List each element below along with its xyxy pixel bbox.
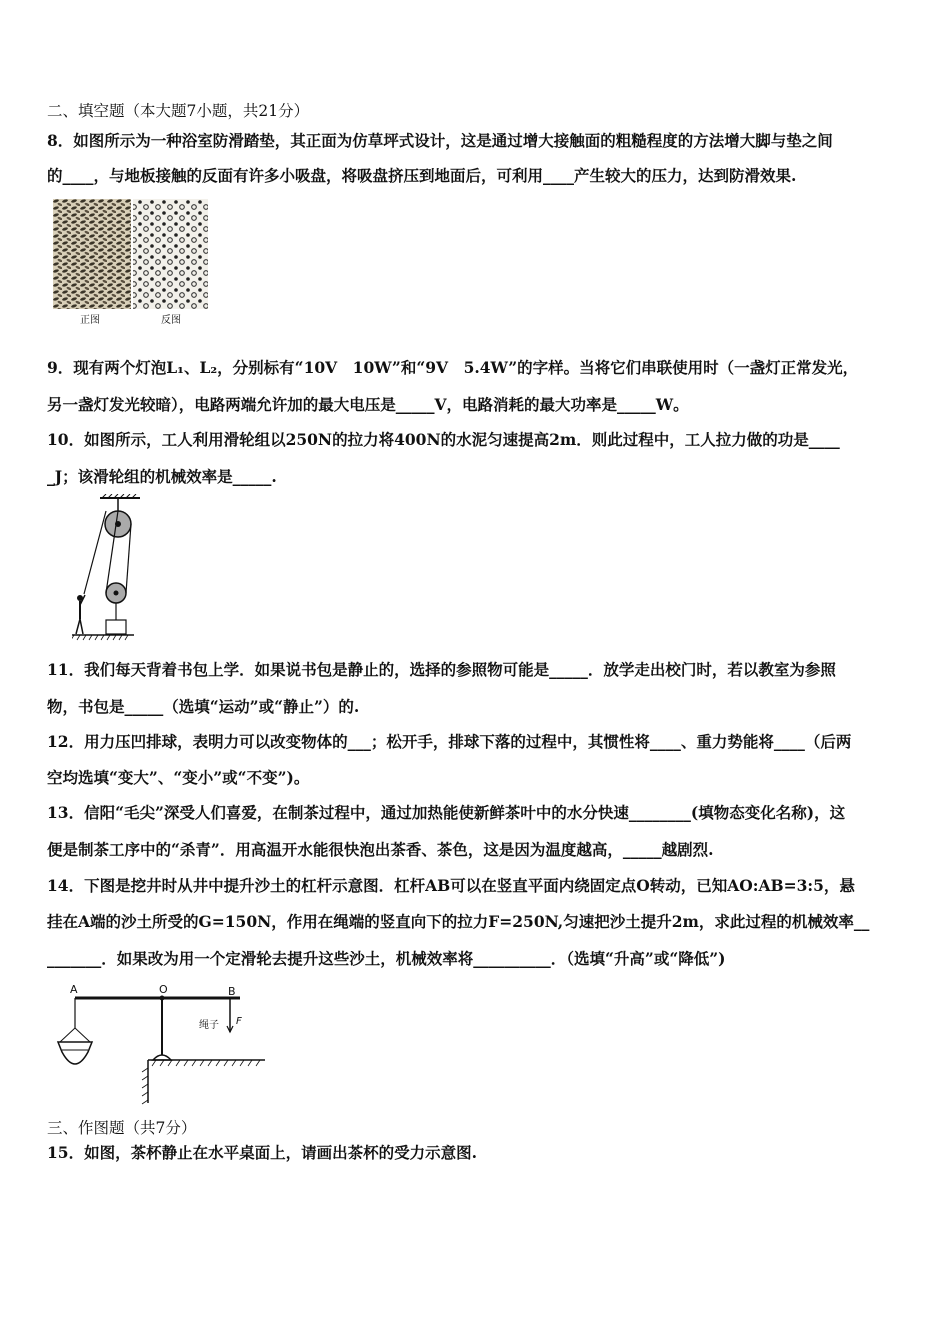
lever-label-a: A [70, 983, 78, 996]
q14-line-1: 14．下图是挖井时从井中提升沙土的杠杆示意图．杠杆AB可以在竖直平面内绕固定点O转动，已知AO:AB=3:5，悬 [47, 876, 855, 895]
pivot-point [160, 996, 165, 1001]
q10-line-2: _J；该滑轮组的机械效率是_____. [47, 467, 277, 486]
anti-slip-mat-figure [53, 199, 208, 309]
q14-line-3: _______．如果改为用一个定滑轮去提升这些沙土，机械效率将__________．（选填“升高”或“降低”) [47, 949, 726, 968]
figure-caption-front: 正图 [80, 315, 100, 326]
q11-line-2: 物，书包是_____（选填“运动”或“静止”）的. [47, 697, 360, 716]
q13-line-1: 13．信阳“毛尖”深受人们喜爱，在制茶过程中，通过加热能使新鲜茶叶中的水分快速________(填物态变化名称)，这 [47, 803, 846, 822]
mat-front-image [53, 199, 131, 309]
lever-label-b: B [228, 985, 236, 998]
q12-line-1: 12．用力压凹排球，表明力可以改变物体的___；松开手，排球下落的过程中，其惯性将____、重力势能将____（后两 [47, 732, 852, 751]
q9-line-2: 另一盏灯发光较暗），电路两端允许加的最大电压是_____V，电路消耗的最大功率是_____W。 [47, 395, 689, 414]
q12-line-2: 空均选填“变大”、“变小”或“不变”)。 [47, 768, 310, 787]
section-2-title: 二、填空题（本大题7小题，共21分） [47, 102, 310, 120]
figure-caption-back: 反图 [161, 315, 181, 326]
q9-line-1: 9．现有两个灯泡L₁、L₂，分别标有“10V 10W”和“9V 5.4W”的字样。当将它们串联使用时（一盏灯正常发光， [47, 358, 859, 377]
cement-bag [106, 620, 126, 634]
section-3-title: 三、作图题（共7分） [47, 1119, 197, 1137]
lever-label-rope: 绳子 [199, 1020, 219, 1031]
q8-line-2: 的____，与地板接触的反面有许多小吸盘，将吸盘挤压到地面后，可利用____产生较大的压力，达到防滑效果. [47, 166, 797, 185]
q8-line-1: 8．如图所示为一种浴室防滑踏垫，其正面为仿草坪式设计，这是通过增大接触面的粗糙程度的方法增大脚与垫之间 [47, 131, 833, 150]
mat-back-image [133, 199, 208, 309]
pulley-system-figure [72, 494, 162, 642]
lever-label-o: O [159, 983, 168, 996]
sand-bucket [58, 1042, 92, 1064]
q10-line-1: 10．如图所示，工人利用滑轮组以250N的拉力将400N的水泥匀速提高2m．则此过程中，工人拉力做的功是____ [47, 430, 840, 449]
q13-line-2: 便是制茶工序中的“杀青”．用高温开水能很快泡出茶香、茶色，这是因为温度越高，_____越剧烈. [47, 840, 714, 859]
q14-line-2: 挂在A端的沙土所受的G=150N，作用在绳端的竖直向下的拉力F=250N,匀速把沙土提升2m，求此过程的机械效率__ [47, 912, 870, 931]
lever-label-force: F [236, 1016, 242, 1027]
q15-line-1: 15．如图，茶杯静止在水平桌面上，请画出茶杯的受力示意图. [47, 1143, 477, 1162]
q11-line-1: 11．我们每天背着书包上学．如果说书包是静止的，选择的参照物可能是_____．放学走出校门时，若以教室为参照 [47, 660, 836, 679]
lever-figure [50, 980, 275, 1105]
